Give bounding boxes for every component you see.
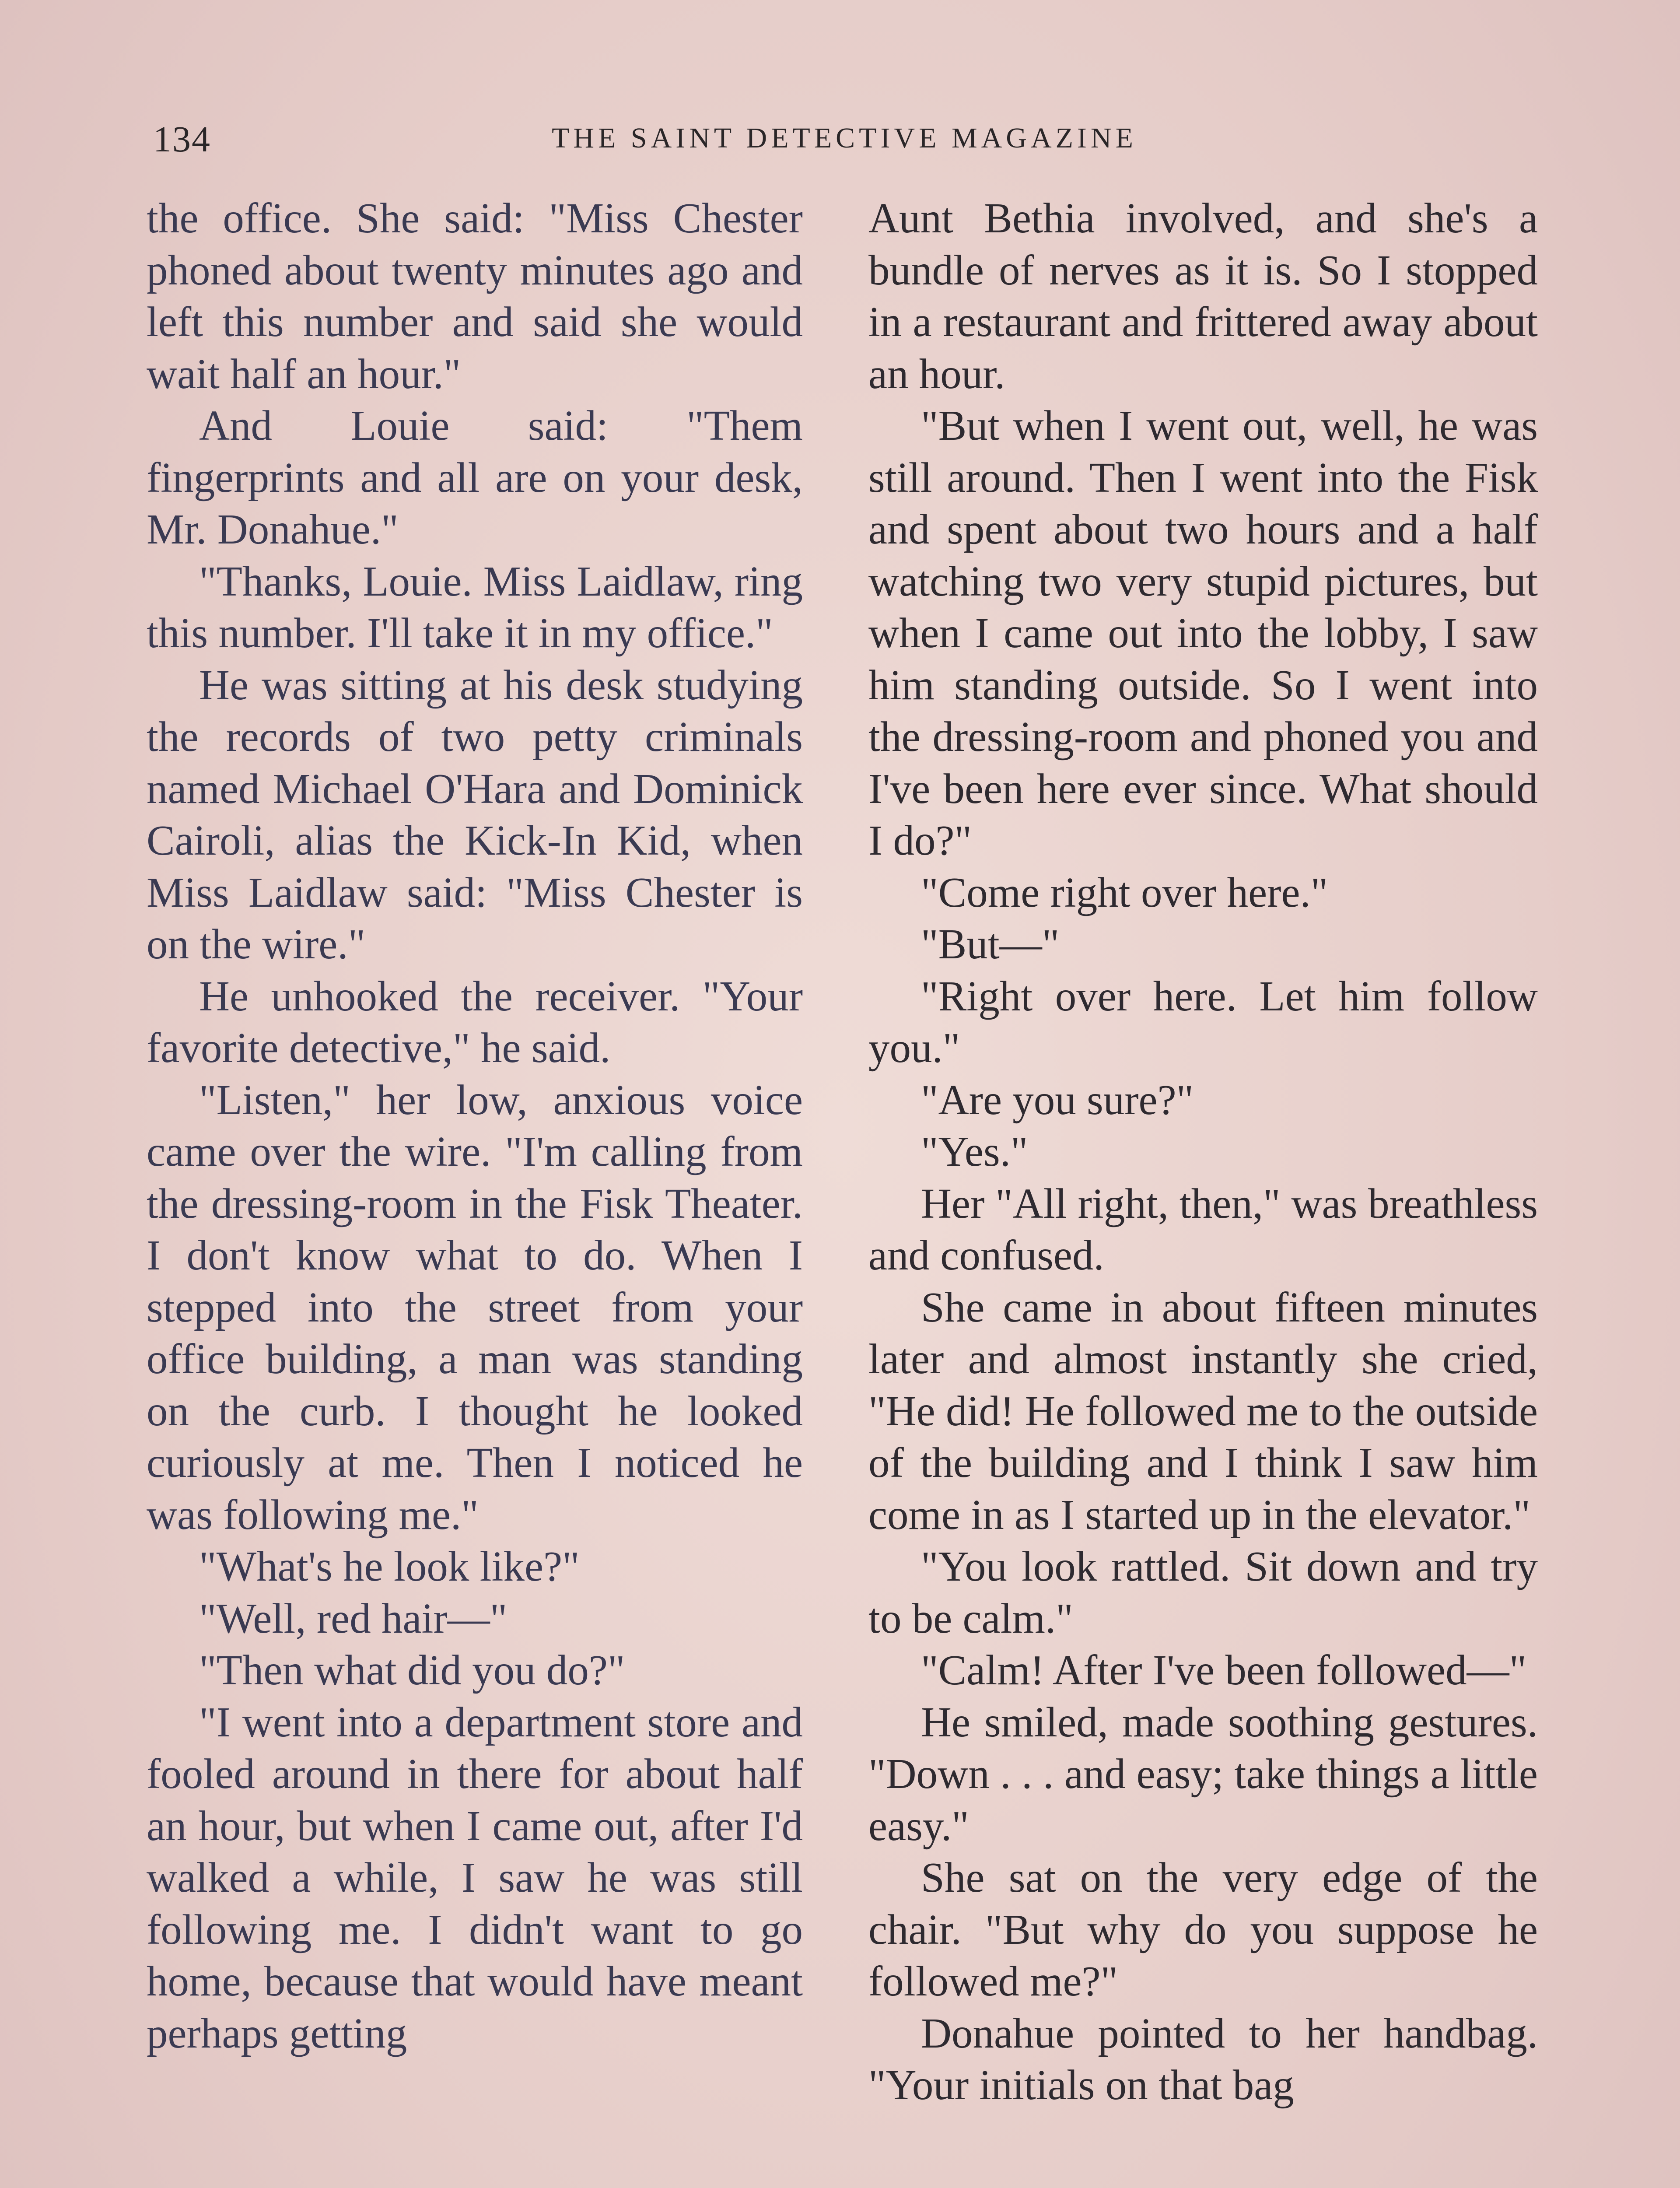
paragraph: "Come right over here." <box>921 869 1328 916</box>
paragraph: "I went into a department store and fooled around in there for about half an hour, but when I came out, after I'd walked a while, I saw he was still following me. I didn't want to go home, because that would have meant perhaps getting <box>147 1698 803 2057</box>
paragraph: He smiled, made soothing gestures. "Down . . . and easy; take things a little easy." <box>868 1698 1538 1849</box>
paragraph: the office. She said: "Miss Chester phoned about twenty minutes ago and left this number and said she would wait half an hour." <box>147 195 803 397</box>
paragraph: "Listen," her low, anxious voice came over the wire. "I'm calling from the dressing-room in the Fisk Theater. I don't know what to do. When I stepped into the street from your office building, a man was standing on the curb. I thought he looked curiously at me. Then I noticed he was following me." <box>147 1076 803 1538</box>
paragraph: She came in about fifteen minutes later and almost instantly she cried, "He did! He followed me to the outside of the building and I think I saw him come in as I started up in the elevator." <box>868 1283 1538 1538</box>
running-title: THE SAINT DETECTIVE MAGAZINE <box>552 122 1137 154</box>
page-header <box>153 118 1536 166</box>
paragraph: "Well, red hair—" <box>199 1595 508 1642</box>
paragraph: "Thanks, Louie. Miss Laidlaw, ring this number. I'll take it in my office." <box>147 558 803 656</box>
paragraph: "Calm! After I've been followed—" <box>921 1647 1527 1694</box>
paragraph: "Yes." <box>921 1128 1028 1175</box>
paragraph: "Are you sure?" <box>921 1076 1194 1123</box>
paragraph: "But when I went out, well, he was still around. Then I went into the Fisk and spent about two hours and a half watching two very stupid pictures, but when I came out into the lobby, I saw him standing outside. So I went into the dressing-room and phoned you and I've been here ever since. What should I do?" <box>868 402 1538 864</box>
paragraph: "But—" <box>921 921 1060 968</box>
paragraph: Aunt Bethia involved, and she's a bundle of nerves as it is. So I stopped in a restaurant and frittered away about an hour. <box>868 195 1538 397</box>
paragraph: "Right over here. Let him follow you." <box>868 972 1538 1071</box>
left-column <box>147 193 803 2188</box>
paragraph: "You look rattled. Sit down and try to be calm." <box>868 1543 1538 1642</box>
page-number: 134 <box>153 119 211 160</box>
paragraph: "Then what did you do?" <box>199 1647 625 1694</box>
paragraph: And Louie said: "Them fingerprints and all are on your desk, Mr. Donahue." <box>147 402 803 553</box>
paragraph: She sat on the very edge of the chair. "But why do you suppose he followed me?" <box>868 1854 1538 2005</box>
paragraph: He unhooked the receiver. "Your favorite detective," he said. <box>147 972 803 1071</box>
paragraph: Donahue pointed to her handbag. "Your initials on that bag <box>868 2009 1538 2108</box>
paragraph: He was sitting at his desk studying the records of two petty criminals named Michael O'Hara and Dominick Cairoli, alias the Kick-In Kid, when Miss Laidlaw said: "Miss Chester is on the wire." <box>147 661 803 968</box>
paragraph: "What's he look like?" <box>199 1543 580 1590</box>
right-column <box>868 193 1538 2188</box>
paragraph: Her "All right, then," was breathless and confused. <box>868 1180 1538 1279</box>
